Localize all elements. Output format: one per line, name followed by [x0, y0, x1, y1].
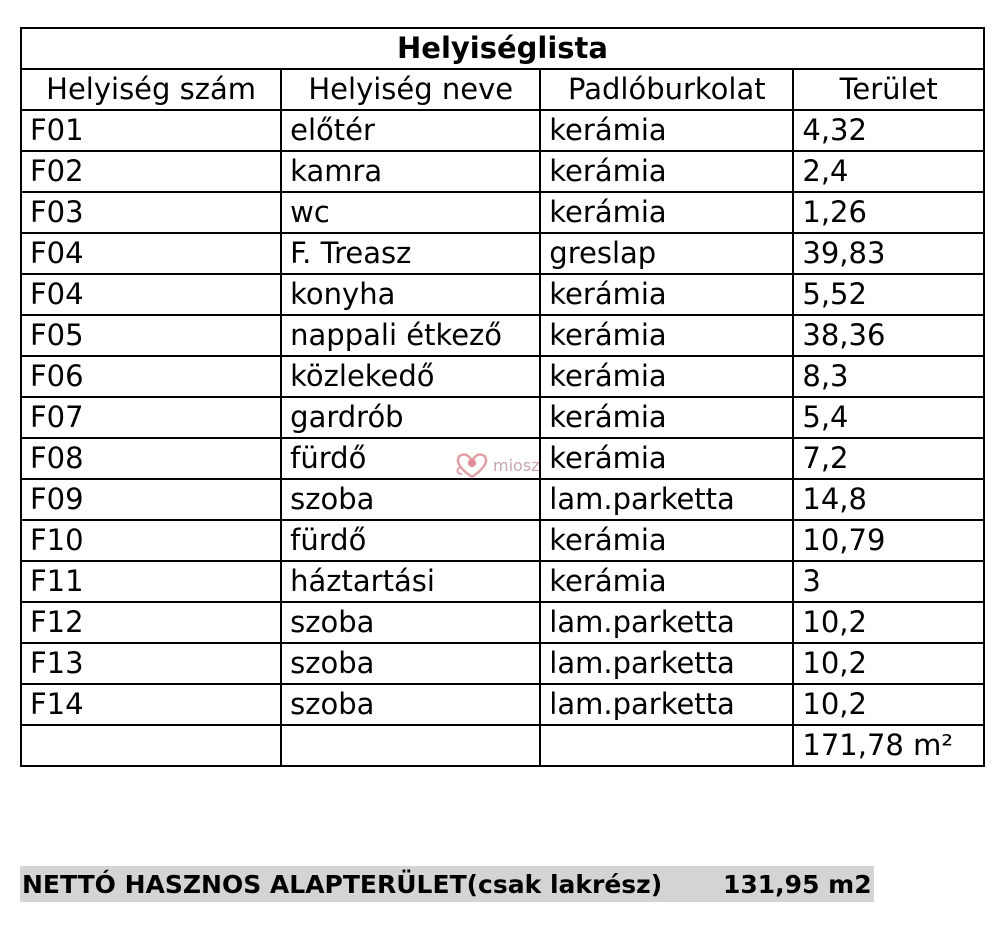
- summary-value: 131,95 m2: [723, 869, 872, 899]
- room-name-cell: fürdő: [281, 520, 540, 561]
- room-number-cell: F01: [21, 110, 281, 151]
- room-number-cell: F04: [21, 274, 281, 315]
- room-rows: [21, 110, 984, 725]
- area-cell: 10,79: [793, 520, 984, 561]
- floor-covering-cell: lam.parketta: [540, 602, 793, 643]
- room-list-table: [20, 27, 985, 767]
- table-row: [21, 561, 984, 602]
- area-cell: 4,32: [793, 110, 984, 151]
- floor-covering-cell: kerámia: [540, 110, 793, 151]
- floor-covering-cell: kerámia: [540, 356, 793, 397]
- header-room-name: Helyiség neve: [281, 69, 540, 110]
- table-row: [21, 110, 984, 151]
- room-name-cell: konyha: [281, 274, 540, 315]
- area-cell: 8,3: [793, 356, 984, 397]
- area-cell: 5,52: [793, 274, 984, 315]
- area-cell: 14,8: [793, 479, 984, 520]
- table-row: [21, 274, 984, 315]
- room-name-cell: nappali étkező: [281, 315, 540, 356]
- table-row: [21, 356, 984, 397]
- area-cell: 10,2: [793, 684, 984, 725]
- room-name-cell: szoba: [281, 479, 540, 520]
- header-area: Terület: [793, 69, 984, 110]
- room-number-cell: F11: [21, 561, 281, 602]
- total-empty-cell: [21, 725, 281, 766]
- floor-covering-cell: kerámia: [540, 192, 793, 233]
- floor-covering-cell: kerámia: [540, 315, 793, 356]
- room-number-cell: F03: [21, 192, 281, 233]
- area-cell: 7,2: [793, 438, 984, 479]
- room-number-cell: F06: [21, 356, 281, 397]
- room-name-cell: szoba: [281, 643, 540, 684]
- room-name-cell: szoba: [281, 602, 540, 643]
- table-row: [21, 684, 984, 725]
- room-number-cell: F07: [21, 397, 281, 438]
- room-number-cell: F04: [21, 233, 281, 274]
- room-name-cell: szoba: [281, 684, 540, 725]
- table-title: Helyiséglista: [21, 28, 984, 69]
- floor-covering-cell: lam.parketta: [540, 684, 793, 725]
- area-cell: 10,2: [793, 643, 984, 684]
- room-number-cell: F05: [21, 315, 281, 356]
- watermark: [454, 450, 540, 480]
- table-row: [21, 315, 984, 356]
- room-name-cell: wc: [281, 192, 540, 233]
- watermark-text: miosz: [493, 455, 540, 475]
- floor-covering-cell: kerámia: [540, 151, 793, 192]
- room-number-cell: F13: [21, 643, 281, 684]
- room-number-cell: F14: [21, 684, 281, 725]
- table-row: [21, 602, 984, 643]
- floor-covering-cell: kerámia: [540, 397, 793, 438]
- total-empty-cell: [540, 725, 793, 766]
- room-name-cell: F. Treasz: [281, 233, 540, 274]
- floor-covering-cell: kerámia: [540, 438, 793, 479]
- header-room-number: Helyiség szám: [21, 69, 281, 110]
- room-number-cell: F10: [21, 520, 281, 561]
- header-floor-covering: Padlóburkolat: [540, 69, 793, 110]
- floor-covering-cell: kerámia: [540, 274, 793, 315]
- floor-covering-cell: lam.parketta: [540, 643, 793, 684]
- floor-covering-cell: greslap: [540, 233, 793, 274]
- area-cell: 2,4: [793, 151, 984, 192]
- table-row: [21, 520, 984, 561]
- table-row: [21, 192, 984, 233]
- heart-logo-icon: [454, 450, 490, 480]
- table-total-row: [21, 725, 984, 766]
- floor-covering-cell: kerámia: [540, 520, 793, 561]
- room-name-cell: közlekedő: [281, 356, 540, 397]
- room-name-cell: kamra: [281, 151, 540, 192]
- room-name-cell: előtér: [281, 110, 540, 151]
- floor-covering-cell: kerámia: [540, 561, 793, 602]
- area-cell: 1,26: [793, 192, 984, 233]
- table-row: [21, 643, 984, 684]
- table-row: [21, 397, 984, 438]
- room-name-cell: gardrób: [281, 397, 540, 438]
- total-area: 171,78 m²: [793, 725, 984, 766]
- area-cell: 38,36: [793, 315, 984, 356]
- table-row: [21, 479, 984, 520]
- room-name-cell: fürdő: [281, 438, 540, 479]
- room-number-cell: F09: [21, 479, 281, 520]
- room-number-cell: F08: [21, 438, 281, 479]
- summary-label: NETTÓ HASZNOS ALAPTERÜLET(csak lakrész): [22, 869, 663, 899]
- net-floor-area-summary: [20, 866, 874, 902]
- room-number-cell: F02: [21, 151, 281, 192]
- area-cell: 39,83: [793, 233, 984, 274]
- table-row: [21, 233, 984, 274]
- table-header-row: [21, 69, 984, 110]
- area-cell: 3: [793, 561, 984, 602]
- total-empty-cell: [281, 725, 540, 766]
- table-row: [21, 151, 984, 192]
- area-cell: 10,2: [793, 602, 984, 643]
- table-title-row: [21, 28, 984, 69]
- room-name-cell: háztartási: [281, 561, 540, 602]
- area-cell: 5,4: [793, 397, 984, 438]
- room-number-cell: F12: [21, 602, 281, 643]
- floor-covering-cell: lam.parketta: [540, 479, 793, 520]
